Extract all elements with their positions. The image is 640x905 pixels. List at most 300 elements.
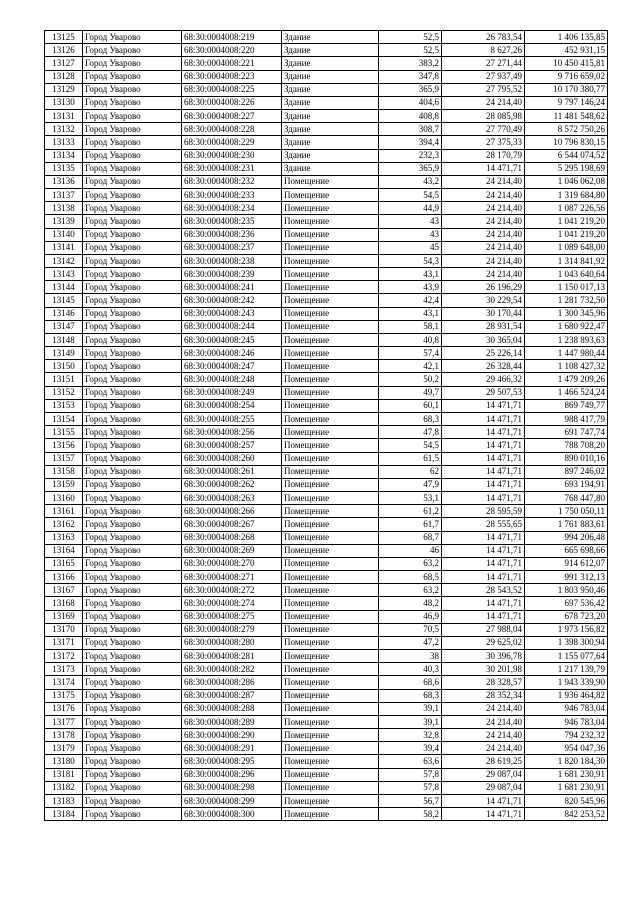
area-cell: 57,8 — [379, 768, 442, 781]
cadastral-value-cell: 10 450 415,81 — [525, 57, 608, 70]
specific-value-cell: 26 783,54 — [442, 31, 525, 44]
table-row — [45, 610, 608, 623]
area-cell: 46 — [379, 544, 442, 557]
cadastral-number-cell: 68:30:0004008:246 — [182, 347, 282, 360]
table-row — [45, 215, 608, 228]
table-body — [45, 31, 608, 821]
cadastral-number-cell: 68:30:0004008:255 — [182, 412, 282, 425]
table-row — [45, 492, 608, 505]
table-row — [45, 57, 608, 70]
settlement-cell: Город Уварово — [83, 676, 182, 689]
cadastral-value-cell: 1 043 640,64 — [525, 268, 608, 281]
row-number: 13159 — [45, 478, 83, 491]
cadastral-value-cell: 991 312,13 — [525, 571, 608, 584]
specific-value-cell: 30 396,78 — [442, 650, 525, 663]
table-row — [45, 465, 608, 478]
settlement-cell: Город Уварово — [83, 557, 182, 570]
cadastral-number-cell: 68:30:0004008:279 — [182, 623, 282, 636]
specific-value-cell: 24 214,40 — [442, 202, 525, 215]
cadastral-value-cell: 11 481 548,62 — [525, 110, 608, 123]
specific-value-cell: 14 471,71 — [442, 610, 525, 623]
object-type-cell: Помещение — [282, 228, 379, 241]
cadastral-number-cell: 68:30:0004008:248 — [182, 373, 282, 386]
cadastral-value-cell: 1 479 209,26 — [525, 373, 608, 386]
specific-value-cell: 28 619,25 — [442, 755, 525, 768]
cadastral-value-cell: 1 803 950,46 — [525, 584, 608, 597]
cadastral-value-cell: 914 612,07 — [525, 557, 608, 570]
specific-value-cell: 14 471,71 — [442, 571, 525, 584]
table-row — [45, 228, 608, 241]
specific-value-cell: 29 625,02 — [442, 636, 525, 649]
specific-value-cell: 24 214,40 — [442, 742, 525, 755]
row-number: 13135 — [45, 162, 83, 175]
table-row — [45, 31, 608, 44]
row-number: 13182 — [45, 781, 83, 794]
object-type-cell: Здание — [282, 123, 379, 136]
settlement-cell: Город Уварово — [83, 57, 182, 70]
table-row — [45, 676, 608, 689]
settlement-cell: Город Уварово — [83, 281, 182, 294]
table-row — [45, 412, 608, 425]
object-type-cell: Здание — [282, 162, 379, 175]
object-type-cell: Помещение — [282, 702, 379, 715]
table-row — [45, 70, 608, 83]
object-type-cell: Помещение — [282, 399, 379, 412]
area-cell: 57,4 — [379, 347, 442, 360]
area-cell: 365,9 — [379, 162, 442, 175]
area-cell: 40,8 — [379, 333, 442, 346]
settlement-cell: Город Уварово — [83, 333, 182, 346]
table-row — [45, 347, 608, 360]
area-cell: 68,3 — [379, 412, 442, 425]
cadastral-value-cell: 691 747,74 — [525, 426, 608, 439]
area-cell: 404,6 — [379, 96, 442, 109]
object-type-cell: Помещение — [282, 294, 379, 307]
row-number: 13133 — [45, 136, 83, 149]
table-row — [45, 557, 608, 570]
object-type-cell: Помещение — [282, 492, 379, 505]
cadastral-number-cell: 68:30:0004008:236 — [182, 228, 282, 241]
object-type-cell: Помещение — [282, 307, 379, 320]
cadastral-number-cell: 68:30:0004008:243 — [182, 307, 282, 320]
settlement-cell: Город Уварово — [83, 742, 182, 755]
cadastral-value-cell: 1 398 300,94 — [525, 636, 608, 649]
row-number: 13160 — [45, 492, 83, 505]
table-row — [45, 162, 608, 175]
cadastral-value-cell: 10 796 830,15 — [525, 136, 608, 149]
area-cell: 43,1 — [379, 307, 442, 320]
row-number: 13175 — [45, 689, 83, 702]
cadastral-number-cell: 68:30:0004008:272 — [182, 584, 282, 597]
area-cell: 43 — [379, 228, 442, 241]
area-cell: 68,3 — [379, 689, 442, 702]
row-number: 13156 — [45, 439, 83, 452]
row-number: 13154 — [45, 412, 83, 425]
row-number: 13157 — [45, 452, 83, 465]
row-number: 13136 — [45, 175, 83, 188]
settlement-cell: Город Уварово — [83, 175, 182, 188]
area-cell: 54,5 — [379, 439, 442, 452]
area-cell: 58,1 — [379, 320, 442, 333]
settlement-cell: Город Уварово — [83, 544, 182, 557]
row-number: 13177 — [45, 715, 83, 728]
table-row — [45, 702, 608, 715]
cadastral-value-cell: 1 150 017,13 — [525, 281, 608, 294]
area-cell: 70,5 — [379, 623, 442, 636]
area-cell: 42,4 — [379, 294, 442, 307]
cadastral-number-cell: 68:30:0004008:295 — [182, 755, 282, 768]
row-number: 13163 — [45, 531, 83, 544]
specific-value-cell: 14 471,71 — [442, 439, 525, 452]
area-cell: 47,9 — [379, 478, 442, 491]
row-number: 13152 — [45, 386, 83, 399]
cadastral-number-cell: 68:30:0004008:233 — [182, 189, 282, 202]
settlement-cell: Город Уварово — [83, 399, 182, 412]
object-type-cell: Помещение — [282, 650, 379, 663]
settlement-cell: Город Уварово — [83, 215, 182, 228]
specific-value-cell: 14 471,71 — [442, 492, 525, 505]
object-type-cell: Помещение — [282, 505, 379, 518]
area-cell: 43 — [379, 215, 442, 228]
row-number: 13183 — [45, 794, 83, 807]
table-row — [45, 202, 608, 215]
area-cell: 38 — [379, 650, 442, 663]
specific-value-cell: 28 595,59 — [442, 505, 525, 518]
cadastral-value-cell: 946 783,04 — [525, 702, 608, 715]
table-row — [45, 373, 608, 386]
specific-value-cell: 29 087,04 — [442, 781, 525, 794]
area-cell: 39,1 — [379, 702, 442, 715]
settlement-cell: Город Уварово — [83, 663, 182, 676]
specific-value-cell: 24 214,40 — [442, 215, 525, 228]
row-number: 13180 — [45, 755, 83, 768]
cadastral-number-cell: 68:30:0004008:260 — [182, 452, 282, 465]
cadastral-value-cell: 1 750 050,11 — [525, 505, 608, 518]
cadastral-value-cell: 1 217 139,79 — [525, 663, 608, 676]
object-type-cell: Помещение — [282, 478, 379, 491]
cadastral-value-cell: 869 749,77 — [525, 399, 608, 412]
area-cell: 43,9 — [379, 281, 442, 294]
specific-value-cell: 24 214,40 — [442, 189, 525, 202]
table-row — [45, 136, 608, 149]
object-type-cell: Помещение — [282, 663, 379, 676]
cadastral-value-cell: 1 046 062,08 — [525, 175, 608, 188]
settlement-cell: Город Уварово — [83, 83, 182, 96]
area-cell: 63,2 — [379, 557, 442, 570]
settlement-cell: Город Уварово — [83, 70, 182, 83]
cadastral-number-cell: 68:30:0004008:267 — [182, 518, 282, 531]
row-number: 13149 — [45, 347, 83, 360]
cadastral-value-cell: 1 973 156,82 — [525, 623, 608, 636]
cadastral-value-cell: 890 010,16 — [525, 452, 608, 465]
cadastral-value-cell: 1 680 922,47 — [525, 320, 608, 333]
object-type-cell: Помещение — [282, 584, 379, 597]
cadastral-number-cell: 68:30:0004008:296 — [182, 768, 282, 781]
area-cell: 45 — [379, 241, 442, 254]
cadastral-value-cell: 1 089 648,00 — [525, 241, 608, 254]
specific-value-cell: 14 471,71 — [442, 808, 525, 821]
settlement-cell: Город Уварово — [83, 254, 182, 267]
settlement-cell: Город Уварово — [83, 755, 182, 768]
cadastral-number-cell: 68:30:0004008:221 — [182, 57, 282, 70]
cadastral-number-cell: 68:30:0004008:227 — [182, 110, 282, 123]
table-row — [45, 505, 608, 518]
row-number: 13174 — [45, 676, 83, 689]
row-number: 13127 — [45, 57, 83, 70]
cadastral-value-cell: 1 300 345,96 — [525, 307, 608, 320]
object-type-cell: Помещение — [282, 715, 379, 728]
specific-value-cell: 14 471,71 — [442, 478, 525, 491]
cadastral-value-cell: 1 406 135,85 — [525, 31, 608, 44]
row-number: 13166 — [45, 571, 83, 584]
table-row — [45, 189, 608, 202]
object-type-cell: Помещение — [282, 241, 379, 254]
settlement-cell: Город Уварово — [83, 518, 182, 531]
table-row — [45, 597, 608, 610]
cadastral-value-cell: 1 041 219,20 — [525, 228, 608, 241]
object-type-cell: Здание — [282, 149, 379, 162]
cadastral-value-cell: 9 716 659,02 — [525, 70, 608, 83]
cadastral-value-cell: 842 253,52 — [525, 808, 608, 821]
settlement-cell: Город Уварово — [83, 623, 182, 636]
table-row — [45, 386, 608, 399]
settlement-cell: Город Уварово — [83, 689, 182, 702]
area-cell: 44,9 — [379, 202, 442, 215]
cadastral-number-cell: 68:30:0004008:298 — [182, 781, 282, 794]
table-row — [45, 689, 608, 702]
cadastral-value-cell: 1 943 339,90 — [525, 676, 608, 689]
row-number: 13141 — [45, 241, 83, 254]
specific-value-cell: 27 937,49 — [442, 70, 525, 83]
area-cell: 61,7 — [379, 518, 442, 531]
object-type-cell: Здание — [282, 70, 379, 83]
cadastral-value-cell: 1 447 980,44 — [525, 347, 608, 360]
row-number: 13134 — [45, 149, 83, 162]
settlement-cell: Город Уварово — [83, 44, 182, 57]
cadastral-number-cell: 68:30:0004008:262 — [182, 478, 282, 491]
cadastral-number-cell: 68:30:0004008:288 — [182, 702, 282, 715]
row-number: 13125 — [45, 31, 83, 44]
cadastral-value-cell: 1 087 226,56 — [525, 202, 608, 215]
area-cell: 347,8 — [379, 70, 442, 83]
area-cell: 62 — [379, 465, 442, 478]
specific-value-cell: 28 555,65 — [442, 518, 525, 531]
table-row — [45, 715, 608, 728]
cadastral-value-cell: 994 206,48 — [525, 531, 608, 544]
table-row — [45, 96, 608, 109]
row-number: 13145 — [45, 294, 83, 307]
settlement-cell: Город Уварово — [83, 307, 182, 320]
cadastral-number-cell: 68:30:0004008:257 — [182, 439, 282, 452]
area-cell: 394,4 — [379, 136, 442, 149]
area-cell: 232,3 — [379, 149, 442, 162]
cadastral-number-cell: 68:30:0004008:286 — [182, 676, 282, 689]
cadastral-number-cell: 68:30:0004008:241 — [182, 281, 282, 294]
table-row — [45, 83, 608, 96]
row-number: 13144 — [45, 281, 83, 294]
object-type-cell: Помещение — [282, 426, 379, 439]
cadastral-value-cell: 1 281 732,50 — [525, 294, 608, 307]
cadastral-value-cell: 1 466 524,24 — [525, 386, 608, 399]
cadastral-number-cell: 68:30:0004008:256 — [182, 426, 282, 439]
cadastral-number-cell: 68:30:0004008:290 — [182, 729, 282, 742]
area-cell: 60,1 — [379, 399, 442, 412]
object-type-cell: Здание — [282, 44, 379, 57]
specific-value-cell: 30 201,98 — [442, 663, 525, 676]
table-row — [45, 768, 608, 781]
area-cell: 48,2 — [379, 597, 442, 610]
table-row — [45, 399, 608, 412]
row-number: 13147 — [45, 320, 83, 333]
cadastral-number-cell: 68:30:0004008:287 — [182, 689, 282, 702]
table-row — [45, 452, 608, 465]
area-cell: 52,5 — [379, 44, 442, 57]
object-type-cell: Помещение — [282, 544, 379, 557]
specific-value-cell: 27 795,52 — [442, 83, 525, 96]
settlement-cell: Город Уварово — [83, 320, 182, 333]
table-row — [45, 794, 608, 807]
cadastral-value-cell: 6 544 074,52 — [525, 149, 608, 162]
area-cell: 32,8 — [379, 729, 442, 742]
cadastral-value-cell: 1 681 230,91 — [525, 781, 608, 794]
object-type-cell: Помещение — [282, 794, 379, 807]
specific-value-cell: 28 085,98 — [442, 110, 525, 123]
object-type-cell: Помещение — [282, 610, 379, 623]
cadastral-value-cell: 5 295 198,69 — [525, 162, 608, 175]
object-type-cell: Здание — [282, 96, 379, 109]
cadastral-value-table — [44, 30, 608, 821]
table-row — [45, 650, 608, 663]
object-type-cell: Помещение — [282, 531, 379, 544]
object-type-cell: Здание — [282, 136, 379, 149]
settlement-cell: Город Уварово — [83, 439, 182, 452]
object-type-cell: Помещение — [282, 518, 379, 531]
row-number: 13142 — [45, 254, 83, 267]
area-cell: 54,3 — [379, 254, 442, 267]
cadastral-value-cell: 8 572 750,26 — [525, 123, 608, 136]
table-row — [45, 584, 608, 597]
row-number: 13165 — [45, 557, 83, 570]
cadastral-number-cell: 68:30:0004008:242 — [182, 294, 282, 307]
area-cell: 54,5 — [379, 189, 442, 202]
row-number: 13148 — [45, 333, 83, 346]
settlement-cell: Город Уварово — [83, 650, 182, 663]
object-type-cell: Помещение — [282, 268, 379, 281]
row-number: 13150 — [45, 360, 83, 373]
table-row — [45, 663, 608, 676]
settlement-cell: Город Уварово — [83, 702, 182, 715]
settlement-cell: Город Уварово — [83, 531, 182, 544]
cadastral-number-cell: 68:30:0004008:238 — [182, 254, 282, 267]
object-type-cell: Помещение — [282, 175, 379, 188]
cadastral-number-cell: 68:30:0004008:282 — [182, 663, 282, 676]
area-cell: 50,2 — [379, 373, 442, 386]
cadastral-number-cell: 68:30:0004008:299 — [182, 794, 282, 807]
table-row — [45, 636, 608, 649]
row-number: 13137 — [45, 189, 83, 202]
cadastral-number-cell: 68:30:0004008:275 — [182, 610, 282, 623]
table-row — [45, 333, 608, 346]
cadastral-value-cell: 665 698,66 — [525, 544, 608, 557]
object-type-cell: Помещение — [282, 676, 379, 689]
object-type-cell: Помещение — [282, 755, 379, 768]
cadastral-number-cell: 68:30:0004008:269 — [182, 544, 282, 557]
settlement-cell: Город Уварово — [83, 268, 182, 281]
table-row — [45, 623, 608, 636]
specific-value-cell: 30 365,04 — [442, 333, 525, 346]
area-cell: 43,2 — [379, 175, 442, 188]
table-row — [45, 281, 608, 294]
settlement-cell: Город Уварово — [83, 31, 182, 44]
specific-value-cell: 14 471,71 — [442, 544, 525, 557]
row-number: 13170 — [45, 623, 83, 636]
table-row — [45, 123, 608, 136]
row-number: 13140 — [45, 228, 83, 241]
object-type-cell: Помещение — [282, 742, 379, 755]
object-type-cell: Помещение — [282, 281, 379, 294]
cadastral-number-cell: 68:30:0004008:271 — [182, 571, 282, 584]
settlement-cell: Город Уварово — [83, 426, 182, 439]
area-cell: 43,1 — [379, 268, 442, 281]
table-row — [45, 439, 608, 452]
area-cell: 57,8 — [379, 781, 442, 794]
specific-value-cell: 24 214,40 — [442, 268, 525, 281]
row-number: 13143 — [45, 268, 83, 281]
row-number: 13151 — [45, 373, 83, 386]
specific-value-cell: 28 328,57 — [442, 676, 525, 689]
settlement-cell: Город Уварово — [83, 189, 182, 202]
specific-value-cell: 24 214,40 — [442, 241, 525, 254]
object-type-cell: Помещение — [282, 571, 379, 584]
specific-value-cell: 14 471,71 — [442, 465, 525, 478]
area-cell: 49,7 — [379, 386, 442, 399]
cadastral-value-cell: 897 246,02 — [525, 465, 608, 478]
table-row — [45, 781, 608, 794]
area-cell: 365,9 — [379, 83, 442, 96]
table-row — [45, 808, 608, 821]
specific-value-cell: 24 214,40 — [442, 96, 525, 109]
table-row — [45, 44, 608, 57]
settlement-cell: Город Уварово — [83, 347, 182, 360]
area-cell: 56,7 — [379, 794, 442, 807]
specific-value-cell: 24 214,40 — [442, 228, 525, 241]
cadastral-value-cell: 1 108 427,32 — [525, 360, 608, 373]
cadastral-number-cell: 68:30:0004008:232 — [182, 175, 282, 188]
settlement-cell: Город Уварово — [83, 729, 182, 742]
area-cell: 47,8 — [379, 426, 442, 439]
table-row — [45, 742, 608, 755]
settlement-cell: Город Уварово — [83, 149, 182, 162]
cadastral-number-cell: 68:30:0004008:263 — [182, 492, 282, 505]
settlement-cell: Город Уварово — [83, 584, 182, 597]
cadastral-value-cell: 794 232,32 — [525, 729, 608, 742]
specific-value-cell: 24 214,40 — [442, 729, 525, 742]
object-type-cell: Помещение — [282, 729, 379, 742]
row-number: 13146 — [45, 307, 83, 320]
settlement-cell: Город Уварово — [83, 715, 182, 728]
cadastral-number-cell: 68:30:0004008:231 — [182, 162, 282, 175]
specific-value-cell: 26 328,44 — [442, 360, 525, 373]
object-type-cell: Помещение — [282, 320, 379, 333]
cadastral-number-cell: 68:30:0004008:300 — [182, 808, 282, 821]
settlement-cell: Город Уварово — [83, 412, 182, 425]
cadastral-value-cell: 693 194,91 — [525, 478, 608, 491]
row-number: 13168 — [45, 597, 83, 610]
area-cell: 40,3 — [379, 663, 442, 676]
object-type-cell: Помещение — [282, 386, 379, 399]
specific-value-cell: 28 352,34 — [442, 689, 525, 702]
area-cell: 46,9 — [379, 610, 442, 623]
